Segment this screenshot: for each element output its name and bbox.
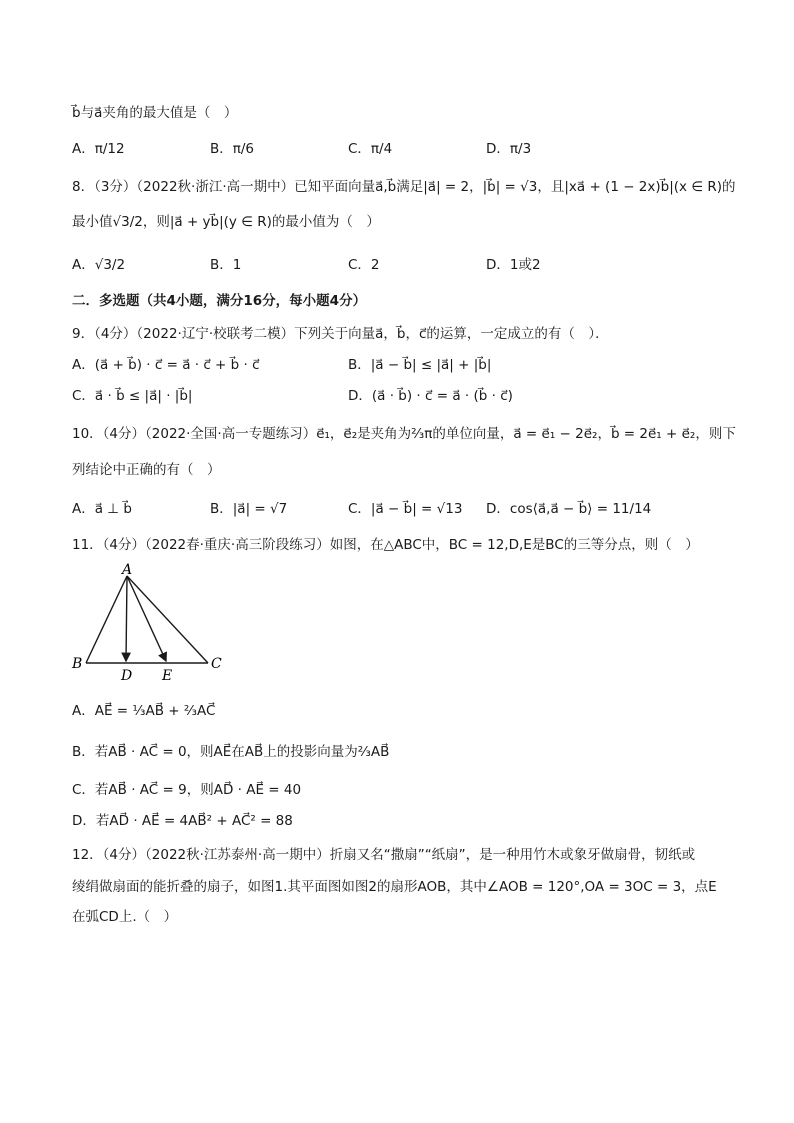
option-c: C．|a⃗ − b⃗| = √13 (348, 501, 463, 517)
question-9-line-1: 9．（4分）（2022·辽宁·校联考二模）下列关于向量a⃗，b⃗，c⃗的运算，一定成立的有（ ）． (72, 326, 609, 342)
option-c: C．a⃗ · b⃗ ≤ |a⃗| · |b⃗| (72, 388, 193, 404)
side-ab (86, 576, 127, 663)
question-text: b⃗与a⃗夹角的最大值是（ ） (72, 105, 238, 121)
question-12-line-2: 绫绢做扇面的能折叠的扇子，如图1.其平面图如图2的扇形AOB，其中∠AOB = 120°,OA = 3OC = 3，点E (72, 879, 717, 895)
option-c: C．若AB⃗ · AC⃗ = 9，则AD⃗ · AE⃗ = 40 (72, 782, 302, 798)
option-a: A．(a⃗ + b⃗) · c⃗ = a⃗ · c⃗ + b⃗ · c⃗ (72, 357, 260, 373)
option-b: B．若AB⃗ · AC⃗ = 0，则AE⃗在AB⃗上的投影向量为⅔AB⃗ (72, 744, 390, 760)
option-b: B．|a⃗| = √7 (210, 501, 288, 517)
option-a: A．√3/2 (72, 257, 126, 273)
option-b: B．π/6 (210, 141, 255, 157)
label-e: E (162, 668, 173, 684)
option-b: B．|a⃗ − b⃗| ≤ |a⃗| + |b⃗| (348, 357, 492, 373)
question-8-line-1: 8．（3分）（2022秋·浙江·高一期中）已知平面向量a⃗,b⃗满足|a⃗| = 2，|b⃗| = √3，且|xa⃗ + (1 − 2x)b⃗|(x ∈ R)的 (72, 179, 736, 195)
option-c: C．π/4 (348, 141, 393, 157)
question-11-line-1: 11．（4分）（2022春·重庆·高三阶段练习）如图，在△ABC中，BC = 12,D,E是BC的三等分点，则（ ） (72, 537, 699, 553)
question-12-line-3: 在弧CD上.（ ） (72, 909, 178, 925)
option-a: A．a⃗ ⊥ b⃗ (72, 501, 132, 517)
label-a: A (122, 562, 133, 578)
label-b: B (72, 656, 83, 672)
option-a: A．AE⃗ = ⅓AB⃗ + ⅔AC⃗ (72, 703, 216, 719)
triangle-figure (68, 562, 238, 686)
label-c: C (211, 656, 222, 672)
vector-ae (127, 576, 166, 661)
option-c: C．2 (348, 257, 380, 273)
option-d: D．cos⟨a⃗,a⃗ − b⃗⟩ = 11/14 (486, 501, 652, 517)
option-a: A．π/12 (72, 141, 125, 157)
label-d: D (121, 668, 133, 684)
option-d: D．π/3 (486, 141, 532, 157)
question-10-line-2: 列结论中正确的有（ ） (72, 462, 221, 478)
question-8-line-2: 最小值√3/2，则|a⃗ + yb⃗|(y ∈ R)的最小值为（ ） (72, 214, 380, 230)
vector-ad (126, 576, 127, 661)
option-b: B．1 (210, 257, 242, 273)
question-10-line-1: 10．（4分）（2022·全国·高一专题练习）e⃗₁，e⃗₂是夹角为⅔π的单位向量，a⃗ = e⃗₁ − 2e⃗₂，b⃗ = 2e⃗₁ + e⃗₂，则下 (72, 426, 736, 442)
option-d: D．(a⃗ · b⃗) · c⃗ = a⃗ · (b⃗ · c⃗) (348, 388, 513, 404)
section-heading: 二．多选题（共4小题，满分16分，每小题4分） (72, 293, 367, 309)
option-d: D．若AD⃗ · AE⃗ = 4AB⃗² + AC⃗² = 88 (72, 813, 293, 829)
option-d: D．1或2 (486, 257, 541, 273)
question-12-line-1: 12．（4分）（2022秋·江苏泰州·高一期中）折扇又名“撒扇”“纸扇”，是一种用竹木或象牙做扇骨，韧纸或 (72, 847, 696, 863)
side-ac (127, 576, 208, 663)
